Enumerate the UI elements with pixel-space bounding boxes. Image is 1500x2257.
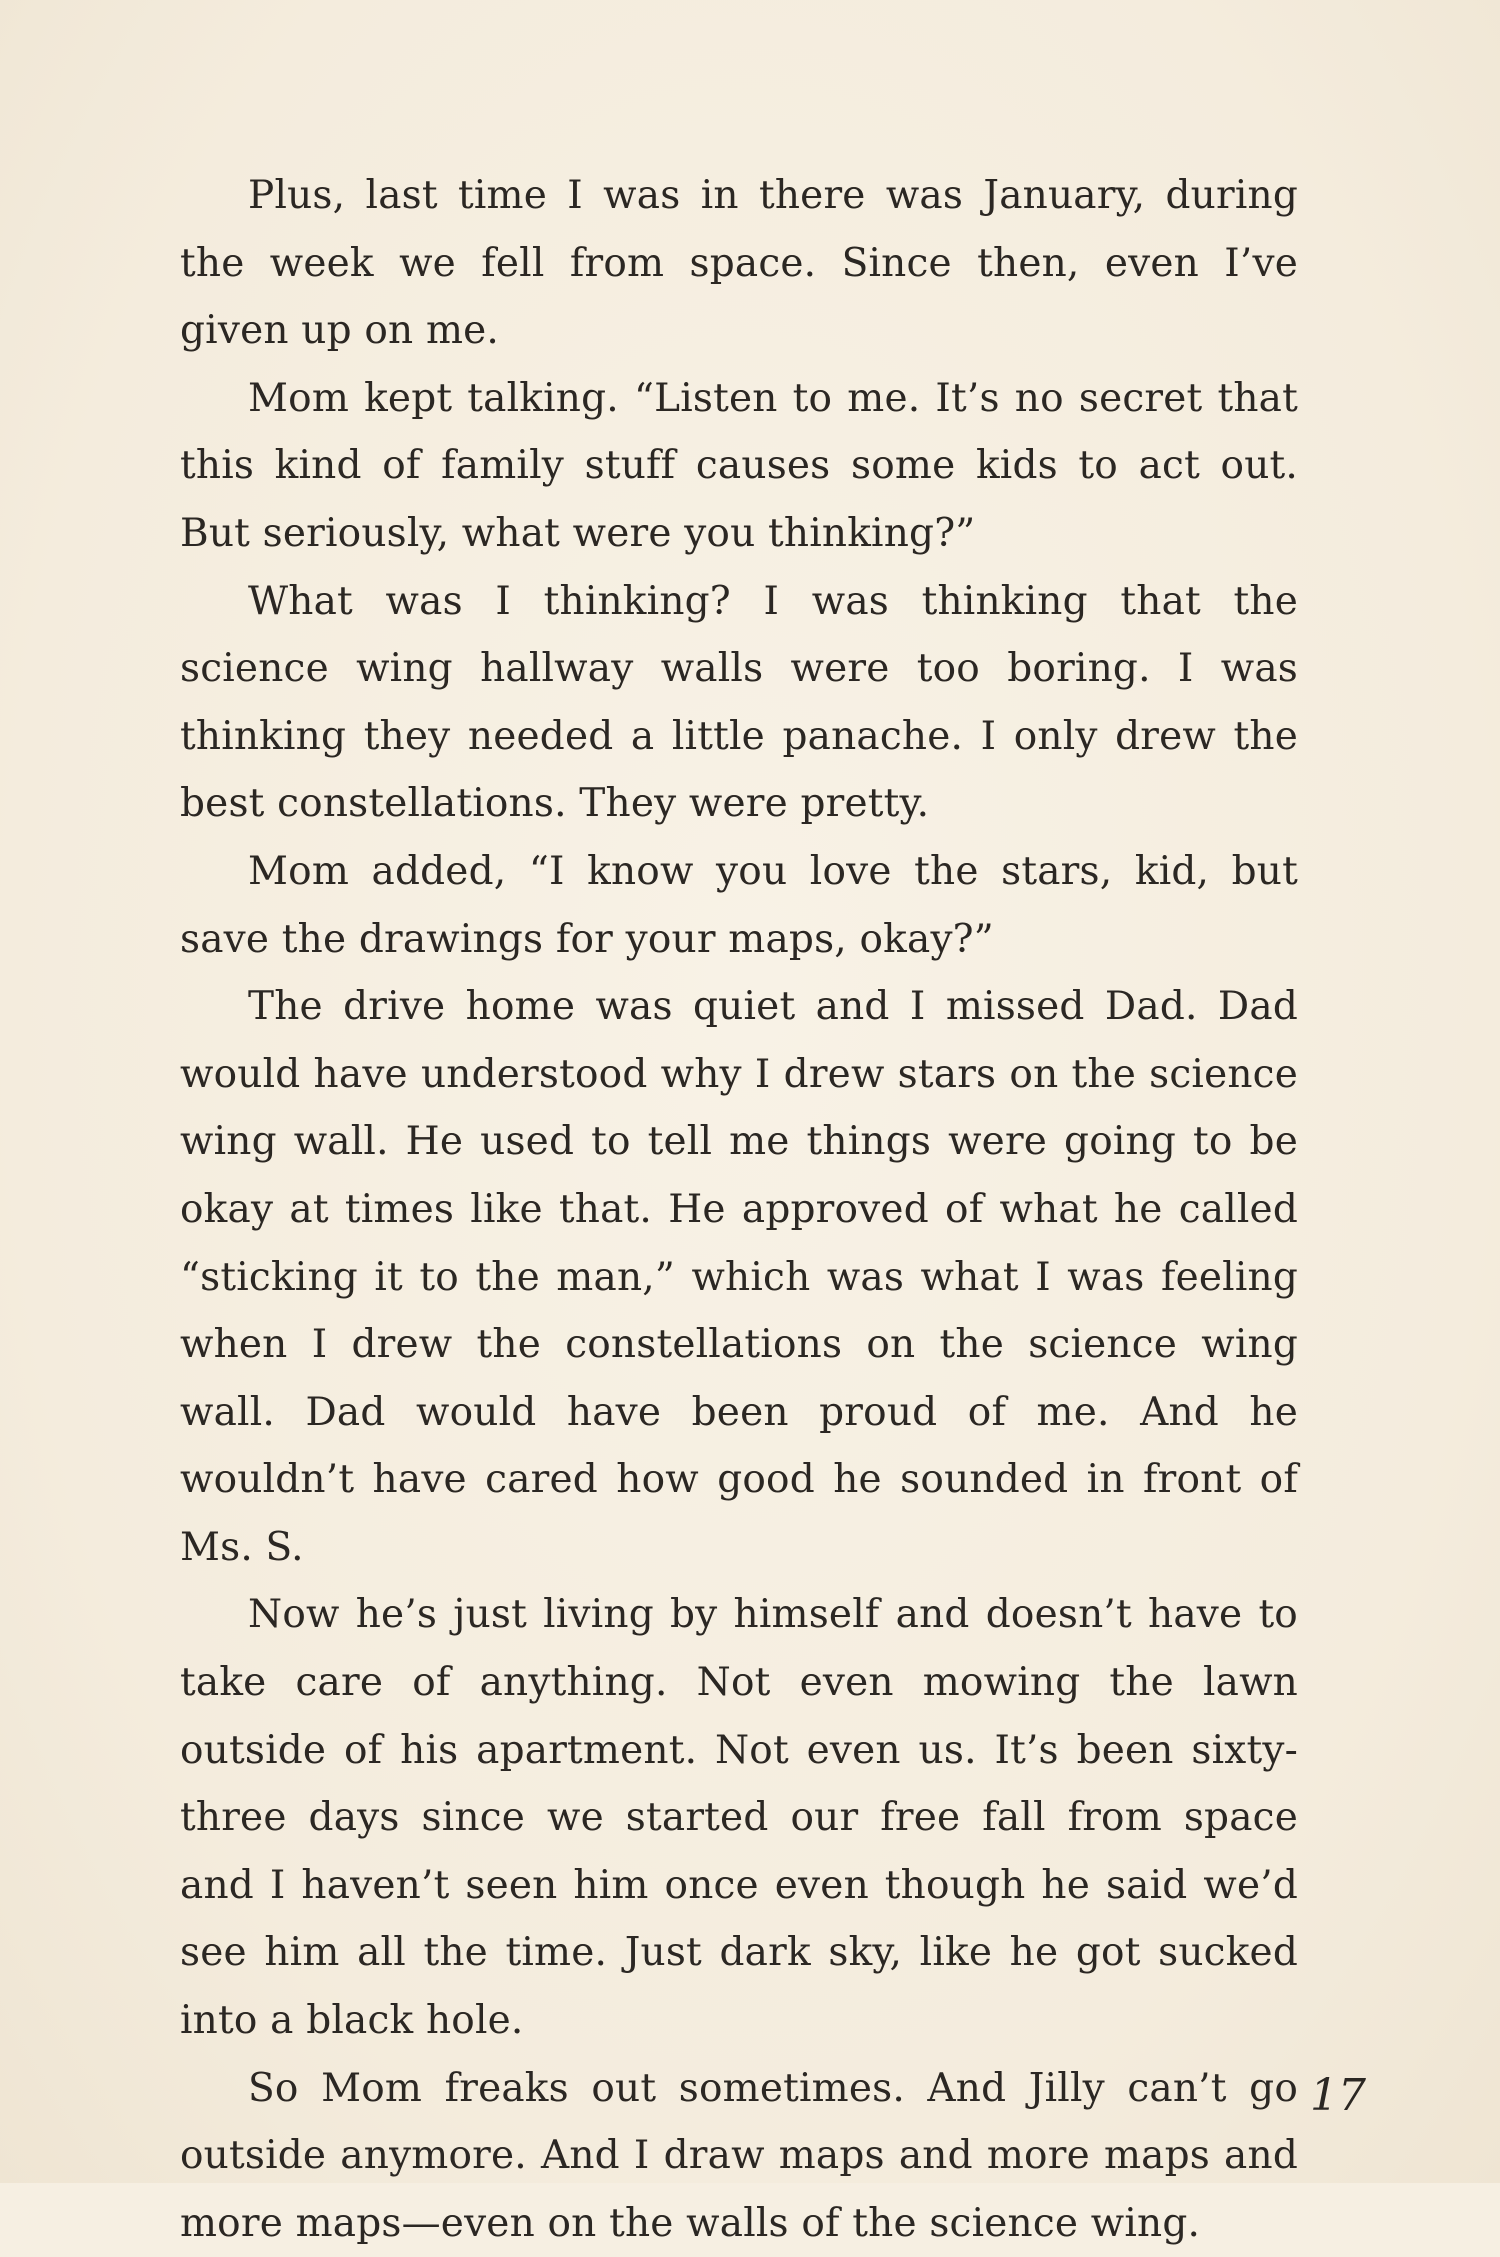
- page-number: 17: [1310, 2070, 1366, 2121]
- paragraph-7: So Mom freaks out sometimes. And Jilly can’t go outside anymore. And I draw maps and more maps and more maps—even on the walls of the science wing.: [180, 2065, 1298, 2246]
- paragraph-3: What was I thinking? I was thinking that the science wing hallway walls were too boring. I was thinking they needed a little panache. I only drew the best constellations. They were pretty.: [180, 578, 1298, 827]
- paragraph-1: Plus, last time I was in there was January, during the week we fell from space. Since then, even I’ve given up on me.: [180, 173, 1298, 354]
- paragraph-4: Mom added, “I know you love the stars, kid, but save the drawings for your maps, okay?”: [180, 848, 1298, 962]
- paragraph-2: Mom kept talking. “Listen to me. It’s no secret that this kind of family stuff causes some kids to act out. But seriously, what were you thinking?”: [180, 375, 1298, 556]
- paragraph-5: The drive home was quiet and I missed Dad. Dad would have understood why I drew stars on the science wing wall. He used to tell me things were going to be okay at times like that. He approved of what he called “sticking it to the man,” which was what I was feeling when I drew the constellations on the science wing wall. Dad would have been proud of me. And he wouldn’t have cared how good he sounded in front of Ms. S.: [180, 984, 1298, 1570]
- body-text: [180, 162, 1298, 2257]
- paragraph-6: Now he’s just living by himself and doesn’t have to take care of anything. Not even mowing the lawn outside of his apartment. Not even us. It’s been sixty-three days since we started our free fall from space and I haven’t seen him once even though he said we’d see him all the time. Just dark sky, like he got sucked into a black hole.: [180, 1592, 1298, 2044]
